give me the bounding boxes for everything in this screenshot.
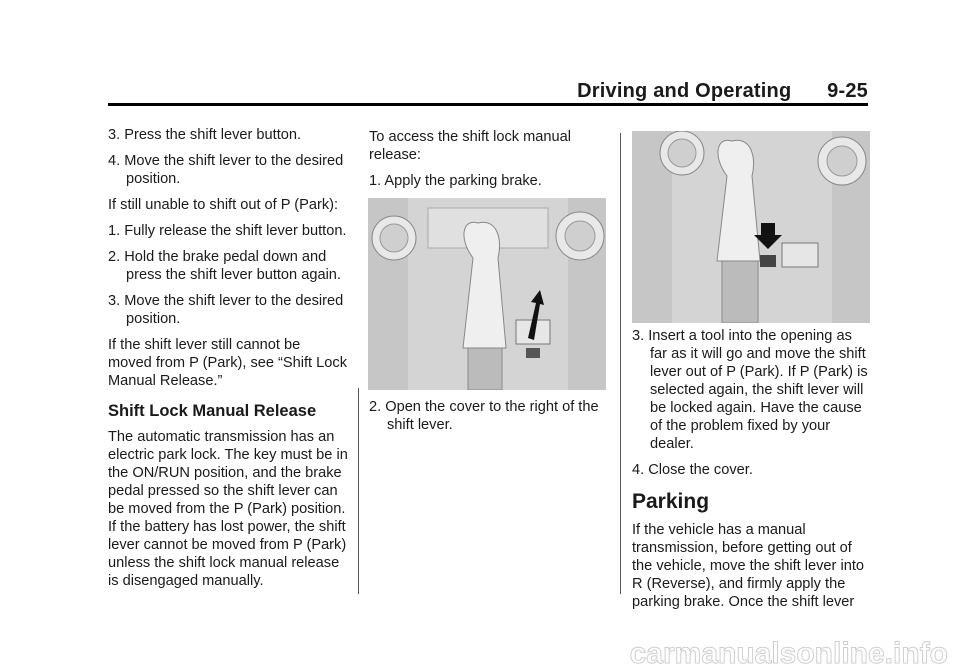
section-heading: Parking <box>632 490 710 513</box>
section-heading: Shift Lock Manual Release <box>108 402 317 420</box>
page-header <box>0 80 868 103</box>
column-1 <box>108 126 348 598</box>
page-number: 9-25 <box>827 80 868 102</box>
watermark-text: carmanualsonline.info <box>629 638 948 670</box>
intro-text: If still unable to shift out of P (Park): <box>108 197 339 213</box>
watermark <box>0 638 960 672</box>
column-divider <box>620 133 621 594</box>
step-3: 3. Press the shift lever button. <box>108 127 302 143</box>
step-4: 4. Move the shift lever to the desired position. <box>108 153 344 187</box>
step-1: 1. Apply the parking brake. <box>369 173 542 189</box>
step-2: 2. Open the cover to the right of the shift lever. <box>369 399 599 433</box>
step-3: 3. Insert a tool into the opening as far as it will go and move the shift lever out of P (Park). If P (Park) is selected again, the shift lever will be locked again. Have the cause of the problem fixed by your dealer. <box>632 328 868 452</box>
shift-lever-cover-figure <box>368 198 606 390</box>
shift-lock-release-figure <box>632 131 870 323</box>
column-divider <box>358 388 359 594</box>
section-title: Driving and Operating <box>577 80 792 102</box>
sub-step-1: 1. Fully release the shift lever button. <box>108 223 347 239</box>
column-2 <box>369 128 609 442</box>
sub-step-2: 2. Hold the brake pedal down and press the shift lever button again. <box>108 249 341 283</box>
sub-step-3: 3. Move the shift lever to the desired position. <box>108 293 344 327</box>
intro-text: To access the shift lock manual release: <box>369 129 571 163</box>
step-4: 4. Close the cover. <box>632 462 753 478</box>
body-text: If the vehicle has a manual transmission, before getting out of the vehicle, move the shift lever into R (Reverse), and firmly apply the parking brake. Once the shift lever <box>632 522 864 610</box>
note-text: If the shift lever still cannot be moved from P (Park), see “Shift Lock Manual Release.” <box>108 337 347 389</box>
header-rule <box>108 103 868 106</box>
body-text: The automatic transmission has an electric park lock. The key must be in the ON/RUN position, and the brake pedal pressed so the shift lever can be moved from the P (Park) position. If the battery has lost power, the shift lever cannot be moved from P (Park) unless the shift lock manual release is disengaged manually. <box>108 429 348 589</box>
